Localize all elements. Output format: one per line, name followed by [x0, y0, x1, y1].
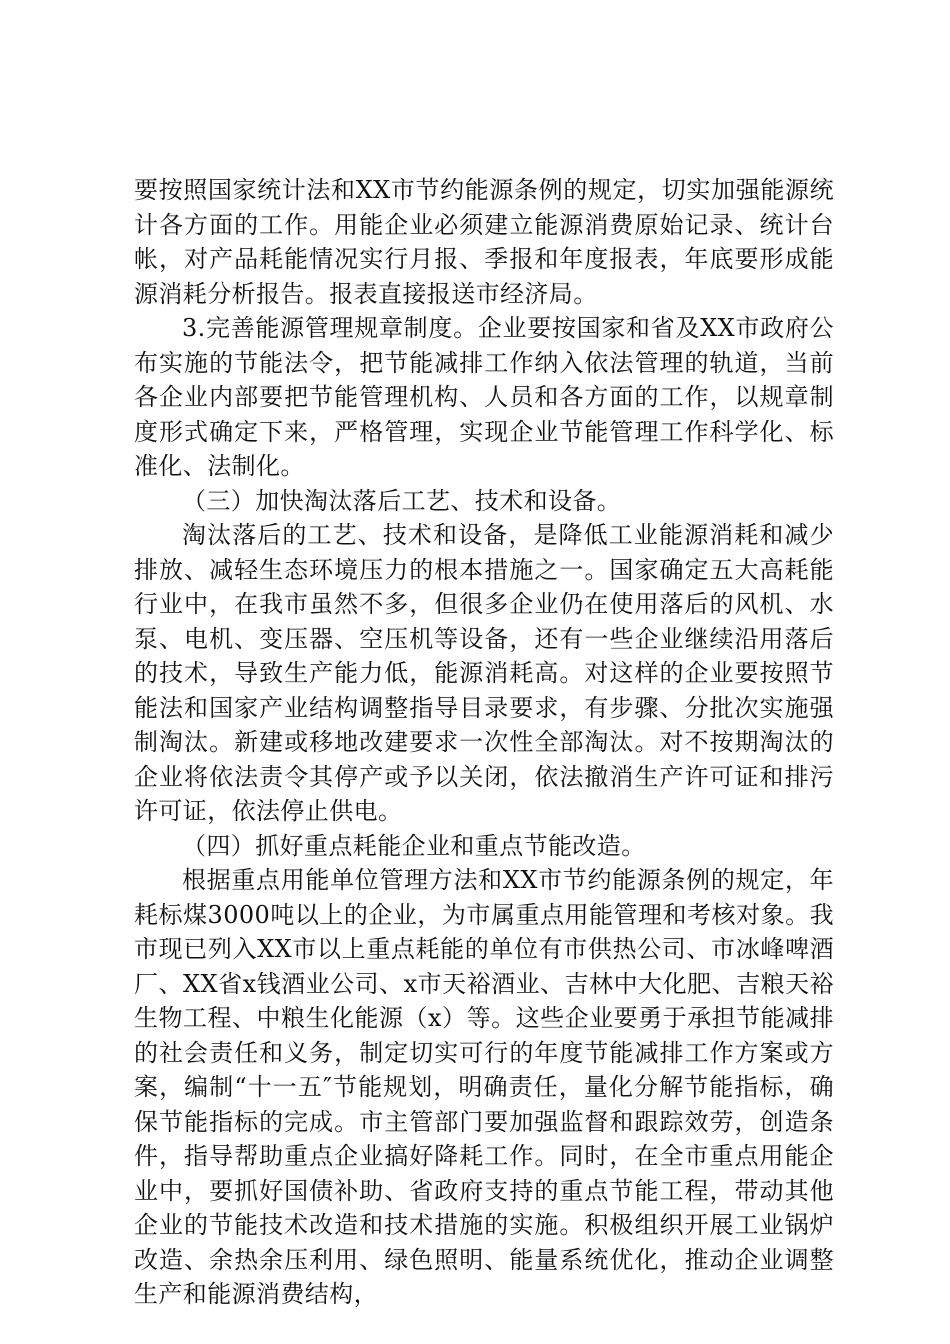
paragraph-regulations: 3.完善能源管理规章制度。企业要按国家和省及XX市政府公布实施的节能法令，把节能减排工作纳入依法管理的轨道，当前各企业内部要把节能管理机构、人员和各方面的工作，以规章制度形式确定下来，严格管理，实现企业节能管理工作科学化、标准化、法制化。: [134, 314, 834, 480]
paragraph-key-enterprises: 根据重点用能单位管理方法和XX市节约能源条例的规定，年耗标煤3000吨以上的企业，为市属重点用能管理和考核对象。我市现已列入XX市以上重点耗能的单位有市供热公司、市冰峰啤酒厂、XX省x钱酒业公司、x市天裕酒业、吉林中大化肥、吉粮天裕生物工程、中粮生化能源（x）等。这些企业要勇于承担节能减排的社会责任和义务，制定切实可行的年度节能减排工作方案或方案，编制“十一五″节能规划，明确责任，量化分解节能指标，确保节能指标的完成。市主管部门要加强监督和跟踪效劳，创造条件，指导帮助重点企业搞好降耗工作。同时，在全市重点用能企业中，要抓好国债补助、省政府支持的重点节能工程，带动其他企业的节能技术改造和技术措施的实施。积极组织开展工业锅炉改造、余热余压利用、绿色照明、能量系统优化，推动企业调整生产和能源消费结构，: [134, 866, 834, 1308]
section-heading-3: （三）加快淘汰落后工艺、技术和设备。: [182, 486, 622, 515]
paragraph-statistics: 要按照国家统计法和XX市节约能源条例的规定，切实加强能源统计各方面的工作。用能企业必须建立能源消费原始记录、统计台帐，对产品耗能情况实行月报、季报和年度报表，年底要形成能源消耗分析报告。报表直接报送市经济局。: [134, 176, 834, 308]
section-heading-4: （四）抓好重点耗能企业和重点节能改造。: [182, 831, 646, 860]
document-body: [134, 173, 834, 1312]
paragraph-eliminate-outdated: 淘汰落后的工艺、技术和设备，是降低工业能源消耗和减少排放、减轻生态环境压力的根本措施之一。国家确定五大高耗能行业中，在我市虽然不多，但很多企业仍在使用落后的风机、水泵、电机、变压器、空压机等设备，还有一些企业继续沿用落后的技术，导致生产能力低，能源消耗高。对这样的企业要按照节能法和国家产业结构调整指导目录要求，有步骤、分批次实施强制淘汰。新建或移地改建要求一次性全部淘汰。对不按期淘汰的企业将依法责令其停产或予以关闭，依法撤消生产许可证和排污许可证，依法停止供电。: [134, 521, 834, 825]
